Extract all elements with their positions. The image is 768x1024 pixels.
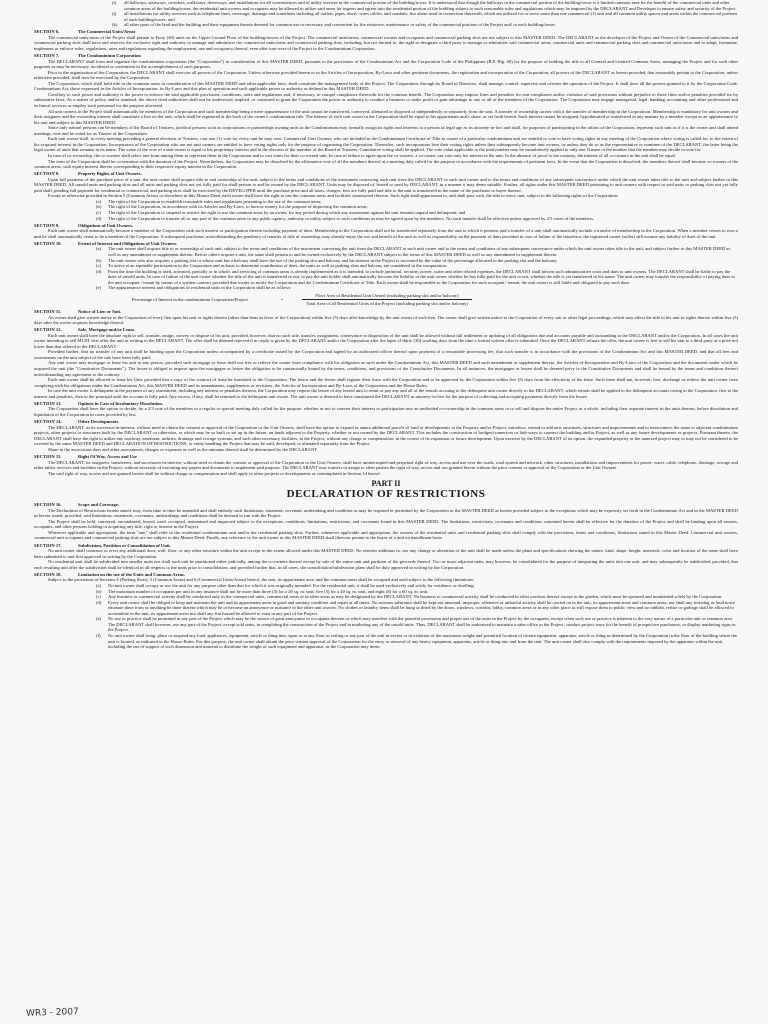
list-item [96,216,738,222]
part-one-sections [34,29,738,476]
formula-fraction [302,293,472,307]
section-number: SECTION 15. [34,454,62,459]
list-item [112,11,738,22]
section-number: SECTION 14. [34,419,62,425]
list-item-text: No use or practice shall be permitted in any part of the Project which may be the source of great annoyance to occupants thereon or which may interfere with the peaceful possession and proper use of the units in the Project by the occupants, except when such use or practice is inherent to the very nature of a particular unit or common area. The DECLARANT shall however, use any part of the Project, except sold units, in completing the construction of the Project and in marketing any of the unsold units. Thus, DECLARANT shall be authorized to maintain a sales office in the Project, conduct project tours for the benefit of prospective purchasers, or display marketing signs in the Project. [108,616,736,633]
list-item-text: all installations for utility services such as telephone lines, sewerage, drainage and waterlines including all outlets, pipes, ducts, wires cables, and conduits, fire alarm used in connection therewith, which are utilized for or serve more than one commercial (1) unit and all common utility spaces and areas within the commercial portions of such building/tower; and [124,11,738,22]
section-title: The Commercial Units/Areas [78,29,136,35]
section-paragraph: The said right of way, access and use granted herein shall be without charge or compensation and shall apply to other projects or developments as contemplated in Section 14 hereof. [48,470,381,476]
section-title: Obligations of Unit Owners. [78,222,134,228]
list-item-text: Any business or commercial activity shall be conducted only in the commercial units, commercial areas or in other areas as may be designated by the DECLARANT. No business or commercial activity shall be conducted in other portions thereof except in the garden, which must be operated and maintained solely by the Corporation. [108,594,723,600]
section-paragraph: Each unit owner shall be allowed to lease his Unit, provided that a copy of the contract of lease be furnished to the Corporation. The lessor and the lessee shall register their lease with the Corporation and to be approved by the Corporation within five (5) days from the effectivity of the lease. Such lease shall not, however, free, discharge or relieve the unit owner from complying with his obligations under the Condominium Act, this MASTER DEED and its amendments, supplements or revisions, the Articles of Incorporation and By-Laws of the Corporation and the House Rules. [34,377,738,388]
list-item-text: The right of the Corporation to transfer all or any part of the common areas to any public agency, authority or utility subject to such conditions as may be agreed upon by the members. No such transfer shall be effective unless approved by 2/3 votes of the members. [108,215,595,221]
section-paragraph: Share in the association dues and other assessments, charges or expenses as well as the amounts thereof shall be determined by the DECLARANT. [48,446,318,452]
formula-denominator: Total Area of all Residential Units of the Project (including parking slot and/or balcony) [306,301,468,307]
list-item-text: The right of the Corporation to establish reasonable rules and regulations pertaining to the use of the common areas; [108,198,322,204]
section-number: SECTION 9. [34,222,60,228]
section-paragraph: An owner shall give written notice to the Corporation of every lien upon his unit or rights thereto (other than liens in favor of the Corporation) within five (5) days after knowledge by the unit owner of such lien. The owner shall give written notice to the Corporation of every suit or other legal proceedings, which may affect the title to his unit or rights thereto within five (5) days after the owner acquires knowledge thereof. [34,314,738,326]
common-areas-continued-list [34,0,738,28]
handwritten-stamp: WR3 - 2007 [25,1007,79,1019]
list-item-letter: (b) [96,257,102,263]
list-item [96,285,738,291]
list-item-letter: (f) [96,632,101,638]
section-paragraph: The Corporation, which shall hold title to the common areas in consideration of this MASTER DEED and other applicable laws, shall constitute the management body of the Project. The Corporation, through its Board of Directors, shall manage, control, supervise and oversee the operation of the Project. It shall have all the powers granted to it by the Corporation Code, Condominium Act, those expressed in the Articles of Incorporation, its By-Laws and this plan of operation and such applicable power or authority as defined in this MASTER DEED. [34,80,738,92]
list-item-text: Every unit owner shall be obliged to keep and maintain the unit and its appurtenant areas in good and sanitary condition and repair at all times. No noxious substance shall be kept nor unsound, improper, offensive or unlawful activity shall be carried on in the unit, its appurtenant areas and common areas, nor shall any irritating or loud noise emanate there from or anything be done therein which may be or become an annoyance or nuisance to the other unit owners. No clothes or laundry items shall be hung or dried by the doors, windows, corridor, lobby, common areas or in any other place as will expose them to public view and no rubbish, refuse or garbage shall be allowed to accumulate in the unit, its appurtenant areas nor shall any fire hazard be allowed to exist in any part of the Project. [108,599,735,616]
section-paragraph: Since only natural persons can be members of the Board of Trustees, juridical persons such as corporations or partnerships owning units in the Condominium may formally assign its rights and interests to a person of legal age as its attorney-in-fact and shall, for purposes of participating in the affairs of the Corporation, represent such unit as if it is the owner and shall attend meetings, vote and be voted for as Trustee of the Corporation. [34,125,738,136]
list-item [96,600,738,617]
list-item-letter: (b) [96,588,102,594]
section-paragraph: The Corporation shall have the option to decide, by a 2/3 vote of the members in a regular or special meeting duly called for the purpose, whether or not to convert their interest or participation into an undivided co-ownership in the common areas or to sell and dispose the entire Project as a whole, including their separate interest in the units therein, before dissolution and liquidation of the Corporation in cases provided by law. [34,406,738,417]
section-title: Property Rights of Unit Owners. [78,171,142,177]
list-item-text: all hallways, stairways, corridors, walkways, driveways, and installations for all conveniences and of utility services in the commercial portion of the building/tower. It is understood that though the hallways in the commercial portion of the building/tower is a limited common area for the benefit of the commercial units and other common areas of the building/tower, the residential unit owners and occupants may be allowed to utilize said areas for ingress and egress into the residential portion of the building subject to such reasonable rules and regulations which may be imposed by the DECLARANT and Developer to ensure safety and security of the Project. [124,0,737,11]
section-paragraph: Provided further, that no transfer of any unit shall be binding upon the Corporation unless accompanied by a certificate issued by the Corporation and signed by an authorized officer thereof upon payment of a reasonable processing fee, that such transfer is in accordance with the provisions of the Condominium Act and this MASTER DEED, and that all fees and assessments on the unit subject of the sale have been fully paid. [34,349,738,360]
list-item [112,0,738,11]
section-paragraph: The DECLARANT, as its successor-in-interest, without need to obtain the consent or approval of the Corporation or the Unit Owners, shall have the option to expand or annex additional parcels of land or developments to the Property and/or Project, introduce, extend or add new structures, structures and improvements and to interconnect the same to adjacent condominium projects, other projects or structures built by the DECLARANT or otherwise, or which may be so built or set up in the future, on lands adjacent to the Property, whether or not owned by the DECLARANT. This includes the construction of bridges/connectors or link-ways to connect the building and/or Project, as well as any future developments or projects. Pursuant thereto, the DECLARANT shall have the right to utilize any roadway, easement, utilities, drainage and sewage systems, and such other necessary facilities, in the Project, without any charge or compensation, in the course of its expansion or future development. Upon exercise by the DECLARANT of its option, the expanded property or the annexed project may or may not be considered to be covered by the same MASTER DEED and DECLARATION OF RESTRICTIONS, or entity handling the Project that may be sold, developed, or alienated separately from the Project. [34,424,738,447]
section-paragraph: Wherever applicable and appropriate, the term "unit" shall refer to the residential condominium unit and/or the residential parking slots. Further, whenever applicable and appropriate, the owners of the residential units and residential parking slots shall comply with the provisions, terms and conditions, limitations stated in this Master Deed. Commercial unit owners, commercial unit occupants and commercial parking slots are not subject to this Master Deed. Finally, any reference to the unit owner in this MASTER DEED shall likewise pertain to the buyer of a unit on installment basis. [34,529,738,541]
section-number: SECTION 17. [34,542,62,548]
list-item-letter: (j) [112,11,117,17]
section-number: SECTION 8. [34,171,60,177]
list-item-text: The right of the Corporation, in accordance with its Articles and By-Laws, to borrow money for the purpose of improving the common areas; [108,204,368,210]
section-title: Other Developments [78,419,119,425]
section-paragraph: The Project shall be held, conveyed, encumbered, leased, used, occupied, maintained and improved subject to the exceptions, conditions, limitations, restrictions, and covenants found in this MASTER DEED. The limitations, restrictions, covenants and conditions contained herein shall be effective for the duration of the Project and shall be binding upon all owners, occupants, and other persons holding or acquiring any title, right or interest in the Project. [34,518,738,530]
list-item-text: From the time the building is used, activated, partially or in whole, and servicing of common areas is already implemented as it is intended, to include janitorial, security, power, water and other related expenses, the DECLARANT shall inform such administrative costs and dues to unit owners. The DECLARANT shall be liable to pay the dues of unsold units. In case of failure of the unit owner whether the title of the unit is transferred or not, to pay the unit holder shall automatically become the liability of the unit owner whether he has fully paid for the unit or not, whether the title is yet transferred in his name. The unit owner may transfer the responsibility of paying dues to the unit occupant / tenant by means of a written contract provided that owner so notify the Corporation and the Condominium Certificate of Title. Each owner shall be responsible to the Corporation for such occupant / tenant, the unit owner is still liable and obligated to pay such dues. [108,268,735,285]
list-item-text: The unit owner shall acquire title to or ownership of such unit, subject to the terms and conditions of the instrument conveying the unit from the DECLARANT to such unit owner and to the terms and conditions of any subsequent conveyance under which the unit owner takes title to the unit, and subject further to this MASTER DEED as well as any amendment or supplement thereto. Before others acquire a unit, the same shall pertain to and be owned exclusively by the DECLARANT subject to the terms of this MASTER DEED as well as any amendment or supplement thereto. [108,246,731,258]
formula-numerator: Floor Area of Residential Unit Owned (including parking slot and/or balcony) [315,292,459,298]
list-item-letter: (b) [96,204,102,210]
list-item-text: all other parts of the land and the building and their equipment therein deemed for common use or necessary and convenient for the existence, maintenance or safety of the commercial portions of the Project and/ or each building/tower. [124,22,556,28]
list-item-text: The right of the Corporation to suspend or restrict the right to use the common areas by an owner, for any period during which any assessment against his unit remains unpaid and delinquent; and [108,210,466,216]
section-paragraph: Except as otherwise provided in Section 5 (Common Areas) or elsewhere in this Master Deed, each owner shall have the right to use the common areas and facilities constructed thereon. Such right shall appurtenant to, and shall pass with, the title to every unit, subject to the following rights of the Corporation: [48,193,619,199]
list-item [96,269,738,286]
list-item-letter: (k) [112,22,118,28]
section-title: Subdivision, Partition or Consolidation of Unit. [78,542,171,548]
formula-left: Percentage of Interest in the condominium Corporation/Project [132,297,248,303]
list-item-text: The unit owner who also acquires a parking slot or whose unit has a balcony shall have the use of the parking slot and balcony and his interest in the Project is increased by the value of the percentage allocated to the parking slot and the balcony. [108,257,558,263]
part-title: DECLARATION OF RESTRICTIONS [286,488,486,501]
section-number: SECTION 6. [34,29,60,35]
list-item-text: No unit owner shall occupy or use the unit for any purpose other than that for which it was originally intended. For the residential unit, it shall be used exclusively and solely for residence or dwelling. [108,583,475,589]
list-item [96,246,738,257]
section-title: Extent of Interest and Obligations of Unit Owners. [78,240,178,246]
section-number: SECTION 18. [34,571,62,577]
list-item-letter: (a) [96,246,102,252]
section-number: SECTION 16. [34,502,62,508]
part-heading [34,479,738,500]
list-item-text: The maximum number of occupants per unit in any instance shall not be more than three (3) for a 20 sq. m. unit; five (5) for a 40 sq. m. unit, and eight (8) for a 60 sq. m. unit. [108,588,429,594]
list-item [112,22,738,28]
section-title: Limitation on the use of the Units and Common Areas. [78,571,185,577]
section-number: SECTION 13. [34,400,62,406]
section-number: SECTION 12. [34,327,62,333]
section-title: Sale, Mortgage and/or Lease. [78,327,136,333]
list-item-text: No unit owner shall bring, place or suspend any load, appliances, equipment, article or thing into, upon or at any floor or ceiling or any part of the unit in excess or in violation of the maximum weight and permitted location of certain equipment, apparatus, article or thing as determined by the Corporation in the floor of the building where the unit is located, as indicated in the House Rules. For this purpose, the unit owner shall obtain the prior written approval of the Corporation for the entry or removal of any heavy equipment, apparatus, article or thing into and from the unit. The unit owner shall also comply with the requirements imposed by the apparatus within the unit, including the use of support of such dimension and material to distribute the weight of such equipment and apparatus, as the Corporation may deem [108,632,738,650]
section-paragraph: Each unit owner shall, in every meeting preceding a general elections of Trustees, cast one (1) vote for every unit he may own. Commercial Unit Owners, who are included in the Condominium Certificate of Title as owner of a particular condominium unit are entitled to vote to have voting rights in any meeting of the Corporation where voting is called for, to the extent of his acquired interest in the Corporation. Incorporators of the Corporation who are not unit owners are entitled to have voting rights only for the purpose of organizing the Corporation. Thereafter, such incorporators lose their voting rights unless they subsequently become unit owners, or unless they do so as the representative or nominee of the DECLARANT, the latter being the legal owner of units that remains in its name. The value of the vote of a unit owner is equal to his proprietary interest and in the election of the member of the Board of Trustees. Cumulative voting shall be applied. The vote value applicable to the total number may be cumulatively applied to only one Trustee or the number that the member may decide to vote for. [34,136,738,153]
section-paragraph: In case the unit owner is delinquent in the payment of any assessment, including any interest or penalties thereon, the Corporation may require the lessee of any leased unit to remit or pay any and all of the rentals accruing to the delinquent unit owner directly to the DECLARANT, which rentals shall be applied to the delinquent accounts owing to the Corporation, first to the interest and penalties, then to the principal until the account is fully paid. Any excess, if any, shall be returned to the delinquent unit owner. The unit owner is deemed to have constituted the DECLARANT as attorney-in-fact for the purpose of collecting and accepting payments directly from the lessee. [34,388,738,399]
section-paragraph: The term of the Corporation shall be co-terminus with the duration of the Project. Nevertheless, the Corporation may be dissolved by the affirmative vote of all the members thereof at a meeting duly called for the purpose in accordance with the requirements of pertinent laws. In the event that the Corporation is dissolved, the members thereof shall become co-owners of the common areas, with equity interest thereto corresponding to their respective equity interest in the Corporation. [34,158,738,170]
section-paragraph: The Declaration of Restrictions herein stated, may, from time to time be amended and shall embody such limitations, easement, covenant, undertaking and condition as may be required or permitted by the Corporation or the MASTER DEED as herein provided subject to the exceptions which may be expressly set forth in the Condominium Act and in the MASTER DEED as herein stated; provided, said limitations, easements, covenants, undertakings and conditions shall be deemed to run with the Project. [34,507,738,519]
section-title: Options in Case of Involuntary Dissolution. [78,400,164,406]
list-item-text: To arrive at an equitable participation in the Corporation and as basis to determine contribution of dues, the units as well as parking slots and balcony are considered in the computation. [108,263,448,269]
section-paragraph: No residential unit shall be subdivided into smaller units nor shall such unit be partitioned either judicially, among the co-owners thereof except by sale of the entire unit and partition of the proceeds thereof. Two or more adjacent units, may however, be consolidated for the purpose of integrating the units into one unit, and may subsequently be subdivided, provided, that each resulting unit after the subdivision shall be identical in all respects to the units prior to consolidation, and provided further that, in all cases, the consolidation/subdivision plans shall be duly approved in writing by the Corporation. [34,559,738,570]
formula-equals: = [280,297,284,303]
section-paragraph: No unit owner shall construct or erect any additional door, wall, floor, or any other structure within the unit except to the extent allowed under this MASTER DEED. No exterior additions to, nor any change or alteration of the unit shall be made unless the plans and specifications showing the nature, kind, shape, height, materials, color and location of the same shall have been submitted to and first approved in writing by the Corporation. [34,548,738,559]
section-title: Scope and Coverage. [78,502,119,508]
fraction-bar [302,299,472,300]
list-item-letter: (d) [96,268,102,274]
list-item-letter: (c) [96,263,102,269]
section-paragraph: The DECLARANT, its assignees, transferees, and successors-in-interest, without need to obtain the consent or approval of the Corporation or the Unit Owners, shall have uninterrupted and perpetual right of way, access and use over the roads, road system and network, other structures, installations and improvements for power, water, cable, telephone, drainage, sewage and other utility services and facilities in the Project, without necessity of executing any papers and documents to implement said purpose. The DECLARANT may transfer or assign to other parties the right of way, access and use granted herein without the prior consent or approval of the Corporation or the Unit Owners. [34,459,738,471]
section-paragraph: Each unit owner shall have the absolute right to sell, transfer, assign, convey or dispose of his unit, provided, however, that no such sale, transfer, assignment, conveyance or disposition of the unit shall be allowed without full settlement or updating of all obligations due and accounts payable and outstanding to the DECLARANT and/or the Corporation. In all cases the unit owner intending to sell MUST first offer the unit in writing to the DECLARANT. The offer shall be deemed rejected if no reply is given by the DECLARANT and/or the Corporation after the lapse of thirty (30) working days from the time a formal written offer is submitted. Once the DECLARANT refuses the offer, the unit owner is free to sell his unit to a third party at a price not lower than that offered to the DECLARANT. [34,332,738,349]
section-number: SECTION 11. [34,308,62,314]
section-paragraph: In case of co-ownership, the co-owners shall select one from among them to represent them in the Corporation and to cast votes for their co-owned unit. In case of failure to agree upon the co-owners, a co-owner can vote only his interest in the unit. In the absence of proof to the contrary, the interest of all co-owners in the unit shall be equal. [48,152,676,158]
list-item-letter: (d) [96,215,102,221]
list-item-letter: (i) [112,0,117,5]
list-item-letter: (a) [96,198,102,204]
section-title: Right Of Way, Access and Use [78,454,137,459]
section-paragraph: Prior to the organization of the Corporation, the DECLARANT shall exercise all powers of the Corporation. Unless otherwise provided herein or in the Articles of Incorporation, By-Laws and other pertinent documents, the registration and incorporation of the Corporation, all powers of the DECLARANT as herein provided, that reasonably pertain to the Corporation, unless otherwise provided, shall now be exercised by the Corporation. [34,69,738,81]
section-paragraph: Corollary to such power and authority is the power to enforce the said applicable provisions, conditions, rules and regulations and, if necessary, to compel compliance therewith for the common benefit. The Corporation may impose fines and penalties for non-compliance and/or violation of said provisions without prejudice to those fines and/or penalties provided for by substantive laws. As a matter of policy and/or standard, the above cited authorities shall not be understood, implied, or construed to grant the Corporation the power or authority to conduct a business or make profit or gain advantage to any or all of the members of the Corporation. The Corporation may engage managerial, legal, banking, accounting and other professional and technical services or employ such personnel for the purpose aforesaid. [34,91,738,109]
list-item-letter: (c) [96,210,102,216]
section-number: SECTION 10. [34,240,62,246]
list-item-letter: (d) [96,599,102,605]
section-paragraph: The DECLARANT shall form and organize the condominium corporation (the "Corporation") in consideration of this MASTER DEED, pursuant to the provisions of the Condominium Act and the Corporation Code of the Philippines (B.P. Blg. 68) for the purpose of holding the title to all General and Limited Common Areas, managing the Project and for such other purposes as may be necessary, incidental or convenient to the accomplishment of such purposes. [34,58,738,70]
list-item-text: The appurtenance interest and obligations of residential units in the Corporation shall be as follows: [108,285,292,291]
interest-formula [132,293,738,307]
list-item [96,633,738,650]
section-paragraph: Subject to the provisions of Sections 4 (Parking Slots), 5 (Common Areas) and 6 (Commercial Units/Areas) hereof, the unit, its appurtenant area, and the common areas shall be occupied and used subject to the following limitations: [48,577,475,583]
section-paragraph: The commercial units/areas of the Project shall pertain to Forty (40) units on the Upper Ground Floor of the building/towers of the Project. The commercial units/areas, commercial owners and occupants and commercial parking slots are not subject to this MASTER DEED. The DECLARANT as the developer of the Project and Owner of the Commercial units/areas and commercial parking slots shall have and reserves the exclusive right and authority to manage and administer the commercial units/areas and commercial parking slots, including, but not limited to, the right to designate a third party to manage or administer said commercial areas, commercial units and commercial parking slots and commercial units/areas and to adopt, formulate, implement or enforce rules, regulations, rates and regulations regarding the employment, use and occupancy thereof, even after turn-over of the Project to the Condominium Corporation. [34,34,738,51]
section-title: The Condominium Corporation [78,53,141,59]
section-paragraph: Each unit owner shall automatically become a member of the Corporation with such interest or participation therein including payment of dues. Membership in the Corporation shall not be transferred separately from the unit to which it pertains and a transfer of a unit shall automatically include a transfer of membership in the Corporation. When a member ceases to own a unit he shall automatically cease to be a member of the Corporation. A subsequent purchaser, notwithstanding the pendency of transfer of title of ownership, may already enjoy the use and benefit of the unit as well as responsibility on the payment of dues provided in case of failure of the transferor, the registered owner (seller) still assume any liability of dues of the unit. [34,228,738,239]
list-item [96,616,738,633]
section-paragraph: All unit owners in the Project shall automatically be members of the Corporation and such membership being a mere appurtenance of the unit cannot be transferred, conveyed, alienated or disposed of independently or separately from the unit. A transfer of ownership carries with it the transfer of membership in the Corporation. Membership is mandatory for unit owners and their assignees and the ownership interest shall constitute a lien on the unit, which shall be registered at the back of the owner's condominium title. The interest of each unit owner in the Corporation shall be equal to his appurtenant unit's share, as set forth herein. Such interest cannot be assigned, hypothecated or transferred in any manner by a member except as an appurtenance to his unit and subject to this MASTER DEED. [34,108,738,125]
list-item-letter: (e) [96,285,102,291]
list-item-letter: (c) [96,594,102,600]
section-title: Notice of Lien or Suit. [78,308,122,314]
list-item-letter: (e) [96,616,102,622]
list-item-letter: (a) [96,583,102,589]
section-paragraph: Upon full payment of the purchase price of a unit, the unit owner shall acquire title to and ownership of the unit, subject to the terms and conditions of the instrument conveying such unit from the DECLARANT to such unit owner and to the terms and conditions of any subsequent conveyance under which the unit owner takes title to the unit and subject further to this MASTER DEED. All unsold units and parking slots and all units and parking slots not yet fully paid for shall pertain to and be owned by the DECLARANT. Units may be disposed of, leased or used by DECLARANT, in a manner it may deem suitable. Further, all rights under this MASTER DEED pertaining to unit owners with respect to said units or parking slots not yet fully paid shall, pending full payment for residential or commercial, and parking slots shall be exercised by the DEVELOPER until the purchase price and all taxes, charges, fees are fully paid and title to the unit is transferred in the name of the purchaser or buyer thereof. [34,176,738,193]
part-label: PART II [371,479,401,489]
part-two-sections [34,502,738,649]
section-number: SECTION 7. [34,53,60,59]
section-paragraph: Any unit owner may mortgage or lease his unit to any person, provided such mortgage or lease shall not free or relieve the owner from compliance with his obligation as such under the Condominium Act, this MASTER DEED and such amendment or supplement thereto, the Articles of Incorporation and By-Laws of the Corporation and the documents under which he acquired the unit (the "Constitutive Documents"). The lessee is obliged to impose upon the mortgagee or lessee the obligation to be contractually bound by the terms, conditions, and provisions of the Constitutive Documents. In all instances, the mortgagee or lessee shall be deemed privy to the Constitutive Documents and shall be bound by the terms and conditions thereof notwithstanding any agreement to the contrary. [34,360,738,377]
